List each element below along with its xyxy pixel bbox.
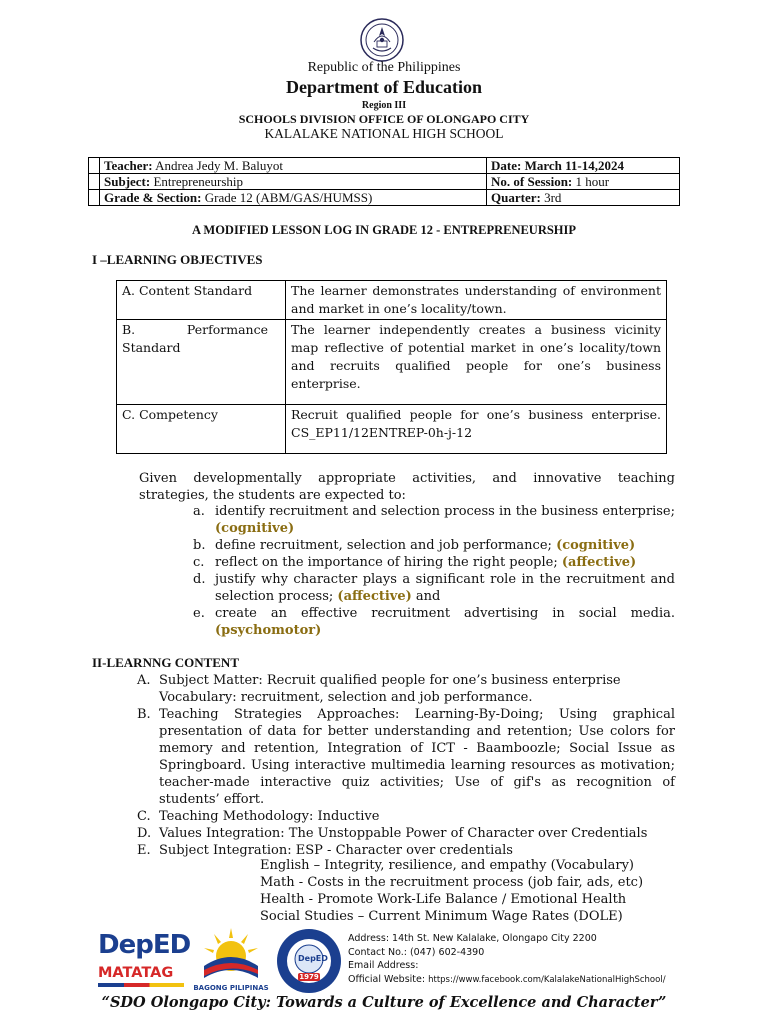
content-text: Subject Integration: ESP - Character over credentials	[159, 843, 513, 858]
quarter-value: 3rd	[544, 190, 562, 205]
objective-item	[193, 605, 675, 639]
content-item	[137, 825, 675, 842]
objectives-list	[193, 503, 675, 639]
subject-value: Entrepreneurship	[153, 174, 243, 189]
website-label: Official Website:	[348, 973, 426, 985]
school-contact-block	[348, 932, 748, 987]
content-item	[137, 706, 675, 808]
list-marker: C.	[137, 809, 151, 824]
bagong-pilipinas-emblem-icon	[192, 926, 270, 980]
objective-text: justify why character plays a significant role in the recruitment and selection process;	[215, 572, 675, 604]
objective-item	[193, 554, 675, 571]
standard-text: Recruit qualified people for one’s business enterprise. CS_EP11/12ENTREP-0h-j-12	[286, 405, 667, 454]
sessions-value: 1 hour	[575, 174, 610, 189]
list-marker: e.	[193, 606, 205, 621]
integration-item: Health - Promote Work-Life Balance / Emotional Health	[260, 892, 627, 907]
seal-deped-text: DepED	[298, 954, 328, 963]
content-text: Subject Matter: Recruit qualified people for one’s business enterprise	[159, 673, 621, 688]
standards-row	[117, 320, 667, 405]
teacher-value: Andrea Jedy M. Baluyot	[155, 158, 283, 173]
grade-value: Grade 12 (ABM/GAS/HUMSS)	[204, 190, 373, 205]
content-item	[137, 808, 675, 825]
matatag-text: MATATAG	[98, 965, 174, 981]
integration-item: English – Integrity, resilience, and empathy (Vocabulary)	[260, 858, 634, 873]
standard-text: The learner demonstrates understanding of environment and market in one’s locality/town.	[286, 281, 667, 320]
objectives-intro: Given developmentally appropriate activities, and innovative teaching strategies, the students are expected to:	[139, 471, 675, 503]
teacher-label: Teacher:	[104, 158, 153, 173]
lesson-log-title: A MODIFIED LESSON LOG IN GRADE 12 - ENTREPRENEURSHIP	[191, 223, 577, 237]
grade-label: Grade & Section:	[104, 190, 202, 205]
domain-tag: (affective)	[337, 589, 412, 604]
date-value: March 11-14,2024	[524, 158, 624, 173]
content-text: Values Integration: The Unstoppable Power of Character over Credentials	[159, 826, 648, 841]
department-heading: Department of Education	[286, 77, 482, 97]
lesson-info-table	[88, 157, 680, 206]
learning-content-list	[137, 672, 675, 859]
school-seal-logo	[276, 928, 342, 994]
standard-label: C. Competency	[117, 405, 286, 454]
deped-matatag-logo	[98, 930, 191, 990]
subject-integration-list	[260, 857, 680, 925]
integration-item: Math - Costs in the recruitment process (job fair, ads, etc)	[260, 875, 644, 890]
objective-item	[193, 503, 675, 537]
seal-year: 1979	[299, 973, 319, 981]
bagong-pilipinas-logo	[192, 926, 270, 992]
objective-item	[193, 537, 675, 554]
content-item	[137, 672, 675, 706]
matatag-color-bar	[98, 983, 184, 987]
bagong-pilipinas-text: BAGONG PILIPINAS	[193, 984, 269, 992]
deped-logo-text: DepED	[98, 930, 191, 960]
info-row	[89, 174, 680, 190]
objective-text: identify recruitment and selection process in the business enterprise;	[215, 504, 675, 519]
standard-label	[117, 320, 286, 405]
objective-item	[193, 571, 675, 605]
content-text: Teaching Methodology: Inductive	[159, 809, 380, 824]
objective-text: define recruitment, selection and job performance;	[215, 538, 552, 553]
republic-heading: Republic of the Philippines	[307, 60, 461, 75]
quarter-label: Quarter:	[491, 190, 541, 205]
objective-tail: and	[415, 589, 441, 604]
list-marker: b.	[193, 538, 206, 553]
performance-standard-label: B. Performance Standard	[122, 322, 268, 355]
list-marker: a.	[193, 504, 205, 519]
integration-item: Social Studies – Current Minimum Wage Rates (DOLE)	[260, 909, 623, 924]
info-row	[89, 190, 680, 206]
date-label: Date:	[491, 158, 522, 173]
sessions-label: No. of Session:	[491, 174, 573, 189]
list-marker: D.	[137, 826, 152, 841]
list-marker: A.	[137, 673, 151, 688]
website-link[interactable]: https://www.facebook.com/KalalakeNationalHighSchool/	[428, 974, 666, 985]
content-text: Teaching Strategies Approaches: Learning-By-Doing; Using graphical presentation of data for better understanding and retention; Use colors for memory and retention, Integration of ICT - Baamboozle; Social Issue as Springboard. Using interactive multimedia learning resources as motivation; teacher-made interactive quiz activities; Use of gif's as recognition of students’ effort.	[159, 707, 675, 807]
content-text: Vocabulary: recruitment, selection and job performance.	[159, 690, 533, 705]
address-line: Address: 14th St. New Kalalake, Olongapo City 2200	[348, 933, 597, 944]
standard-text: The learner independently creates a business vicinity map reflective of potential market in one’s locality/town and recruits qualified people for one’s business enterprise.	[286, 320, 667, 405]
domain-tag: (psychomotor)	[215, 623, 322, 638]
info-row	[89, 158, 680, 174]
standards-table	[116, 280, 667, 454]
subject-label: Subject:	[104, 174, 151, 189]
domain-tag: (affective)	[561, 555, 637, 570]
email-line: Email Address:	[348, 960, 419, 971]
domain-tag: (cognitive)	[215, 521, 295, 536]
domain-tag: (cognitive)	[556, 538, 636, 553]
division-heading: SCHOOLS DIVISION OFFICE OF OLONGAPO CITY	[238, 112, 530, 126]
list-marker: c.	[193, 555, 205, 570]
website-line	[348, 973, 748, 988]
division-slogan: “SDO Olongapo City: Towards a Culture of Excellence and Character”	[101, 994, 667, 1011]
region-heading: Region III	[361, 100, 407, 111]
school-heading: KALALAKE NATIONAL HIGH SCHOOL	[264, 126, 504, 141]
list-marker: E.	[137, 843, 151, 858]
list-marker: B.	[137, 707, 151, 722]
deped-seal-icon	[360, 18, 404, 62]
standard-label: A. Content Standard	[117, 281, 286, 320]
objective-text: create an effective recruitment advertising in social media.	[215, 606, 675, 621]
section-learning-content-title: II-LEARNNG CONTENT	[92, 655, 239, 670]
list-marker: d.	[193, 572, 206, 587]
section-learning-objectives-title: I –LEARNING OBJECTIVES	[92, 252, 263, 267]
standards-row	[117, 405, 667, 454]
contact-line: Contact No.: (047) 602-4390	[348, 946, 485, 958]
objective-text: reflect on the importance of hiring the right people;	[215, 555, 558, 570]
standards-row	[117, 281, 667, 320]
